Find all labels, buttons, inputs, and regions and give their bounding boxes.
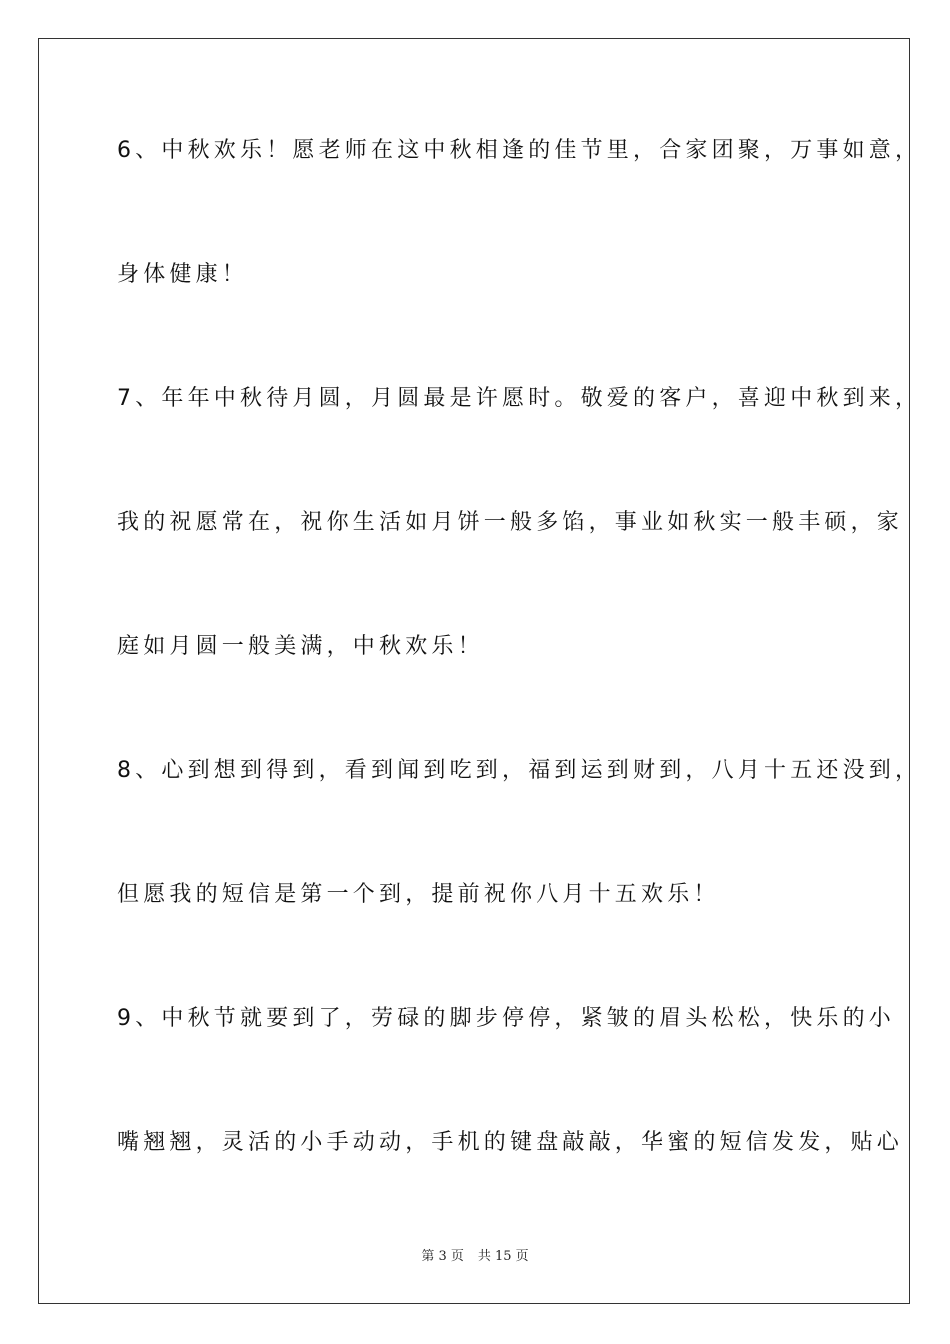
text-line: 8、心到想到得到，看到闻到吃到，福到运到财到，八月十五还没到，	[117, 758, 922, 783]
text-line: 嘴翘翘，灵活的小手动动，手机的键盘敲敲，华蜜的短信发发，贴心	[117, 1130, 904, 1155]
text-line: 身体健康！	[117, 262, 249, 287]
page-number: 第 3 页	[421, 1249, 464, 1264]
text-line: 7、年年中秋待月圆，月圆最是许愿时。敬爱的客户，喜迎中秋到来，	[117, 386, 922, 411]
text-line: 9、中秋节就要到了，劳碌的脚步停停，紧皱的眉头松松，快乐的小	[117, 1006, 895, 1031]
page-border	[38, 38, 910, 1304]
page-total: 共 15 页	[477, 1249, 529, 1264]
text-line: 6、中秋欢乐！愿老师在这中秋相逢的佳节里，合家团聚，万事如意，	[117, 138, 922, 163]
page-footer	[0, 1248, 950, 1266]
text-line: 庭如月圆一般美满，中秋欢乐！	[117, 634, 484, 659]
text-line: 但愿我的短信是第一个到，提前祝你八月十五欢乐！	[117, 882, 720, 907]
text-line: 我的祝愿常在，祝你生活如月饼一般多馅，事业如秋实一般丰硕，家	[117, 510, 904, 535]
